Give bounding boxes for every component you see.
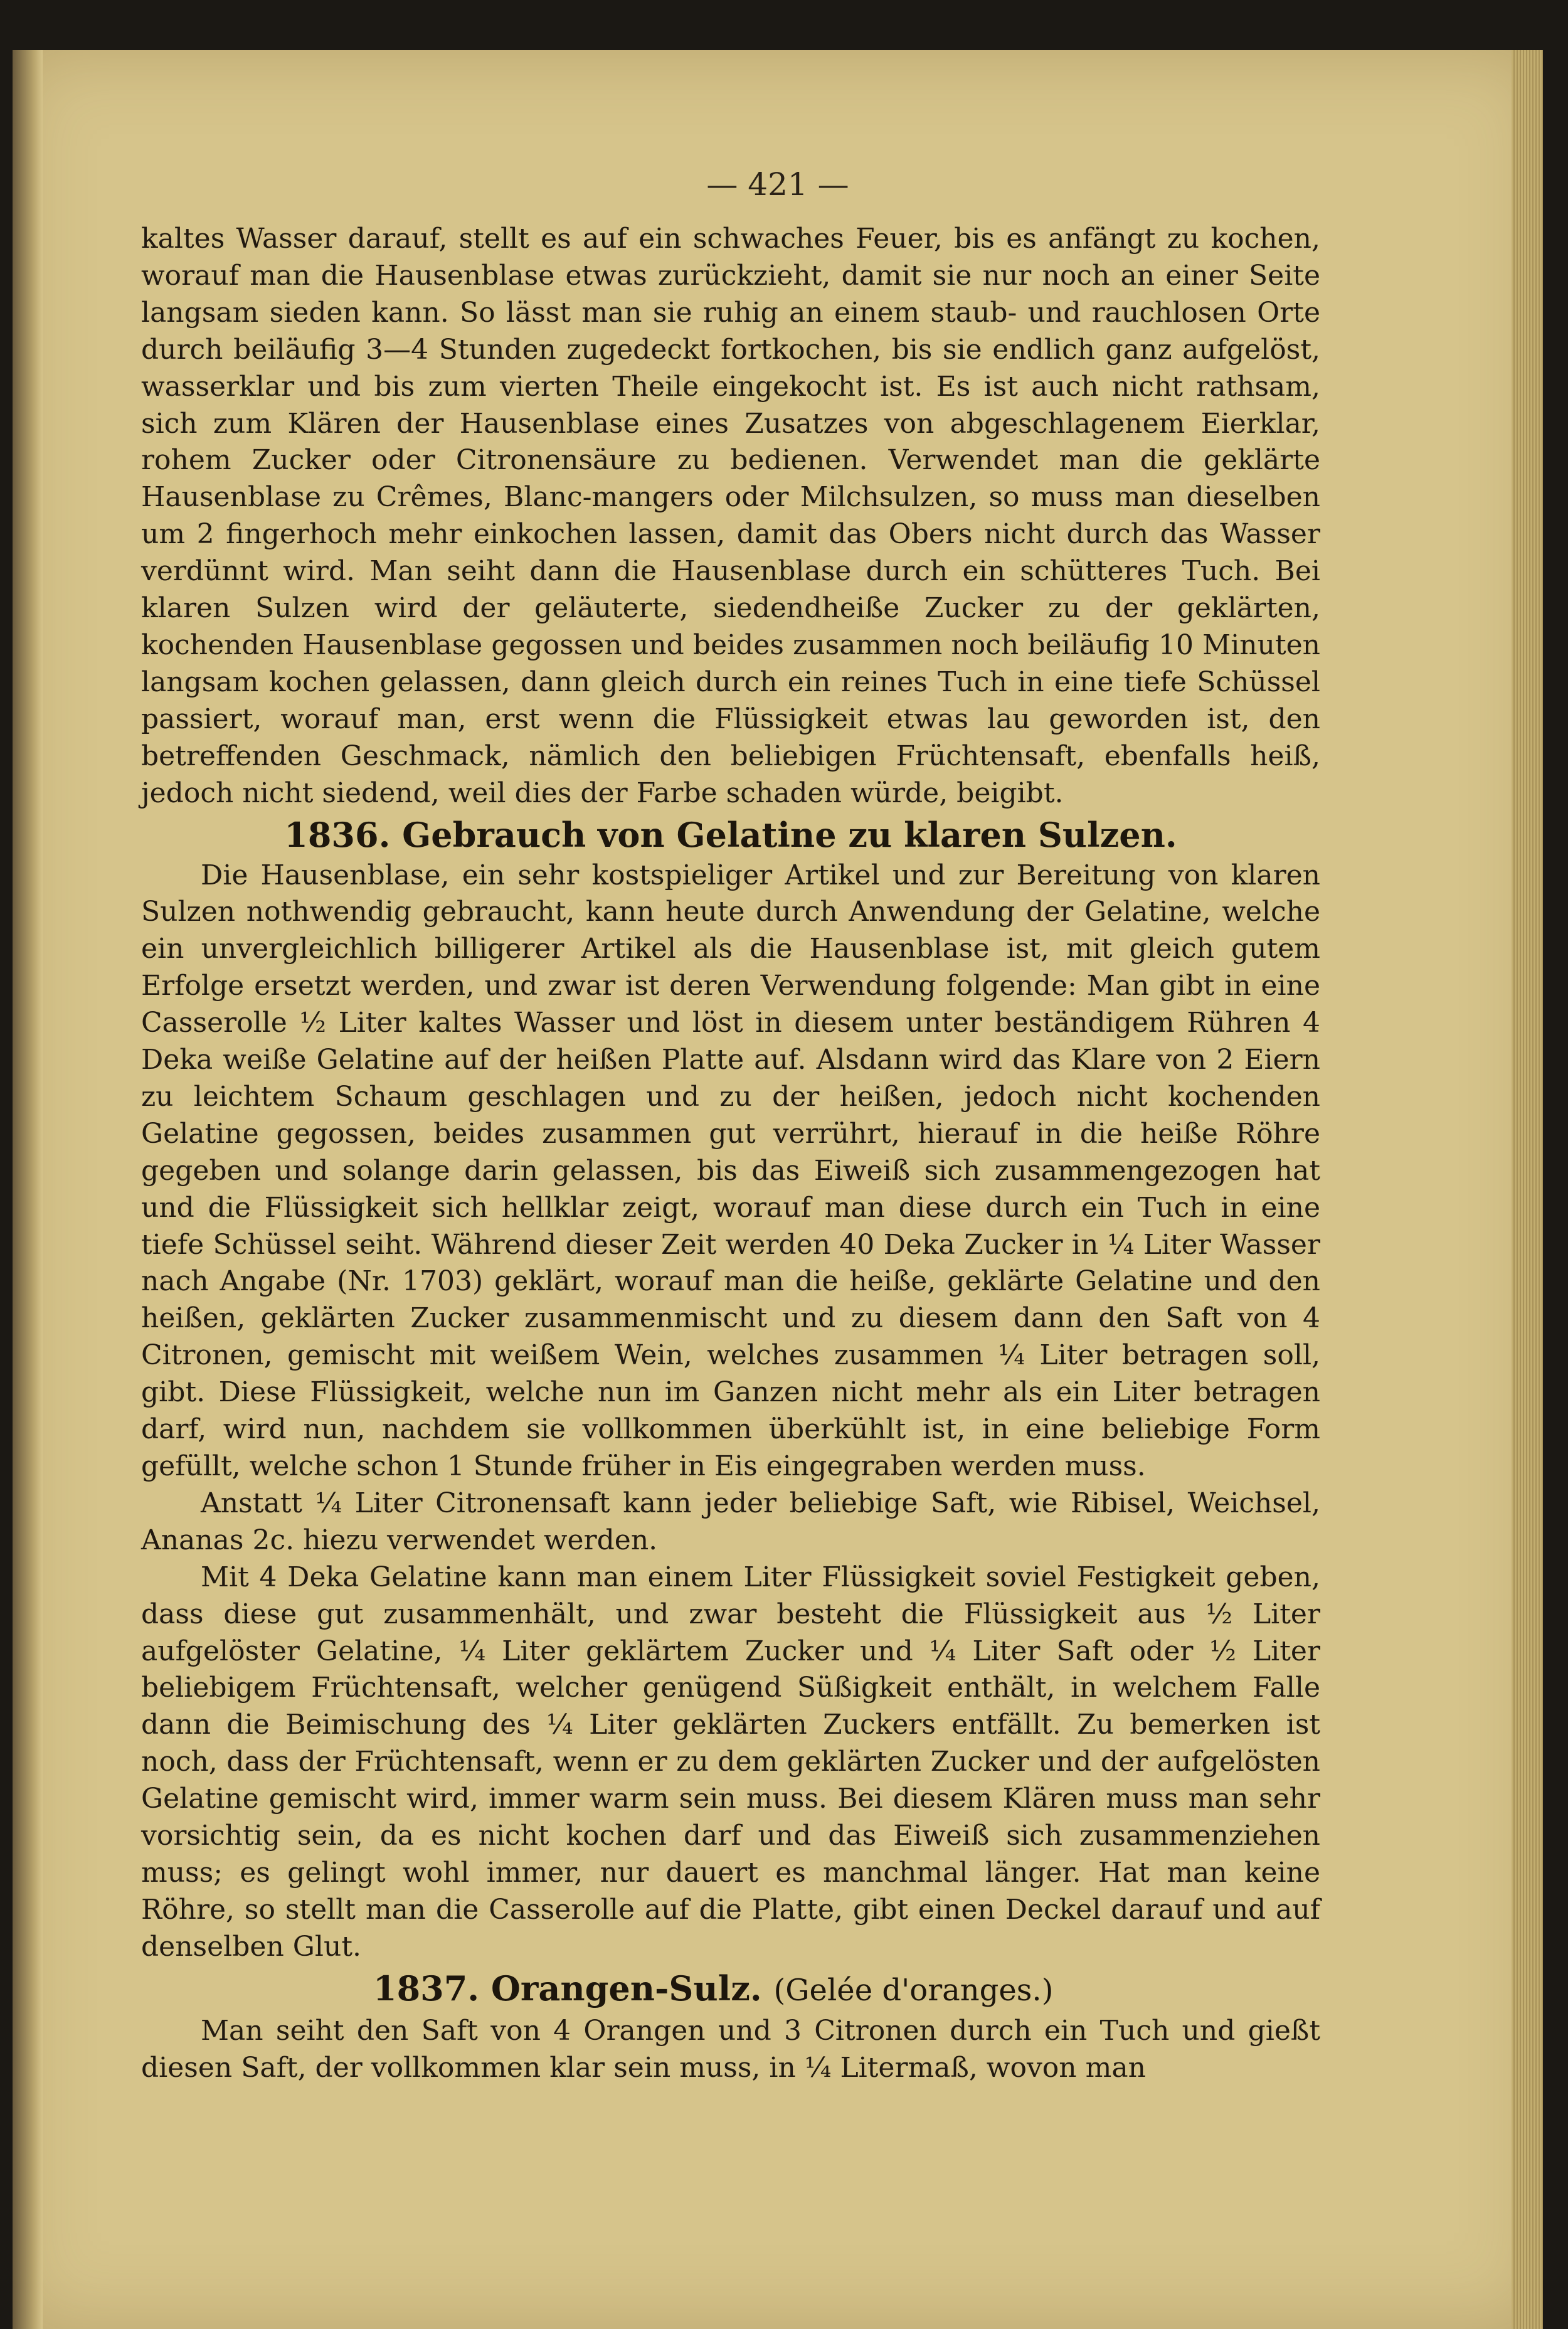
page-binding-shadow [13,50,43,2329]
section-1836-paragraph-3: Mit 4 Deka Gelatine kann man einem Liter Flüssigkeit soviel Festigkeit geben, dass diese gut zusammenhält, und zwar besteht die Flüssigkeit aus ½ Liter aufgelöster Gelatine, ¼ Liter geklärtem Zucker und ¼ Liter Saft oder ½ Liter beliebigem Früchtensaft, welcher genügend Süßigkeit enthält, in welchem Falle dann die Beimischung des ¼ Liter geklärten Zuckers entfällt. Zu bemerken ist noch, dass der Früchtensaft, wenn er zu dem geklärten Zucker und der aufgelösten Gelatine gemischt wird, immer warm sein muss. Bei diesem Klären muss man sehr vorsichtig sein, da es nicht kochen darf und das Eiweiß sich zusammenziehen muss; es gelingt wohl immer, nur dauert es manchmal länger. Hat man keine Röhre, so stellt man die Casserolle auf die Platte, gibt einen Deckel darauf und auf denselben Glut. [141,1561,1320,1963]
section-1836-paragraph-1: Die Hausenblase, ein sehr kostspieliger Artikel und zur Bereitung von klaren Sulzen nothwendig gebraucht, kann heute durch Anwendung der Gelatine, welche ein unvergleichlich billigerer Artikel als die Hausenblase ist, mit gleich gutem Erfolge ersetzt werden, und zwar ist deren Verwendung folgende: Man gibt in eine Casserolle ½ Liter kaltes Wasser und löst in diesem unter beständigem Rühren 4 Deka weiße Gelatine auf der heißen Platte auf. Alsdann wird das Klare von 2 Eiern zu leichtem Schaum geschlagen und zu der heißen, jedoch nicht kochenden Gelatine gegossen, beides zusammen gut verrührt, hierauf in die heiße Röhre gegeben und solange darin gelassen, bis das Eiweiß sich zusammengezogen hat und die Flüssigkeit sich hellklar zeigt, worauf man diese durch ein Tuch in eine tiefe Schüssel seiht. Während dieser Zeit werden 40 Deka Zucker in ¼ Liter Wasser nach Angabe (Nr. 1703) geklärt, worauf man die heiße, geklärte Gelatine und den heißen, geklärten Zucker zusammenmischt und zu diesem dann den Saft von 4 Citronen, gemischt mit weißem Wein, welches zusammen ¼ Liter betragen soll, gibt. Diese Flüssigkeit, welche nun im Ganzen nicht mehr als ein Liter betragen darf, wird nun, nachdem sie vollkommen überkühlt ist, in eine beliebige Form gefüllt, welche schon 1 Stunde früher in Eis eingegraben werden muss. [141,859,1320,1482]
section-1836-heading: 1836. Gebrauch von Gelatine zu klaren Sulzen. [284,814,1177,855]
page-number: — 421 — [706,166,849,203]
section-1837-paragraph-1: Man seiht den Saft von 4 Orangen und 3 Citronen durch ein Tuch und gießt diesen Saft, der vollkommen klar sein muss, in ¼ Litermaß, wovon man [141,2014,1320,2084]
text-column [141,221,1320,2087]
section-1836-paragraph-2: Anstatt ¼ Liter Citronensaft kann jeder beliebige Saft, wie Ribisel, Weichsel, Ananas 2c. hiezu verwendet werden. [141,1487,1320,1556]
paragraph-intro: kaltes Wasser darauf, stellt es auf ein schwaches Feuer, bis es anfängt zu kochen, worauf man die Hausenblase etwas zurückzieht, damit sie nur noch an einer Seite langsam sieden kann. So lässt man sie ruhig an einem staub- und rauchlosen Orte durch beiläufig 3—4 Stunden zugedeckt fortkochen, bis sie endlich ganz aufgelöst, wasserklar und bis zum vierten Theile eingekocht ist. Es ist auch nicht rathsam, sich zum Klären der Hausenblase eines Zusatzes von abgeschlagenem Eierklar, rohem Zucker oder Citronensäure zu bedienen. Verwendet man die geklärte Hausenblase zu Crêmes, Blanc-mangers oder Milchsulzen, so muss man dieselben um 2 fingerhoch mehr einkochen lassen, damit das Obers nicht durch das Wasser verdünnt wird. Man seiht dann die Hausenblase durch ein schütteres Tuch. Bei klaren Sulzen wird der geläuterte, siedendheiße Zucker zu der geklärten, kochenden Hausenblase gegossen und beides zusammen noch beiläufig 10 Minuten langsam kochen gelassen, dann gleich durch ein reines Tuch in eine tiefe Schüssel passiert, worauf man, erst wenn die Flüssigkeit etwas lau geworden ist, den betreffenden Geschmack, nämlich den beliebigen Früchtensaft, ebenfalls heiß, jedoch nicht siedend, weil dies der Farbe schaden würde, beigibt. [141,223,1320,809]
book-page [13,50,1543,2329]
section-1837-subtitle: (Gelée d'oranges.) [773,1972,1054,2008]
section-1837-title: 1837. Orangen-Sulz. [373,1968,762,2008]
page-fore-edge [1512,50,1543,2329]
section-1837-heading [141,1966,1320,2013]
